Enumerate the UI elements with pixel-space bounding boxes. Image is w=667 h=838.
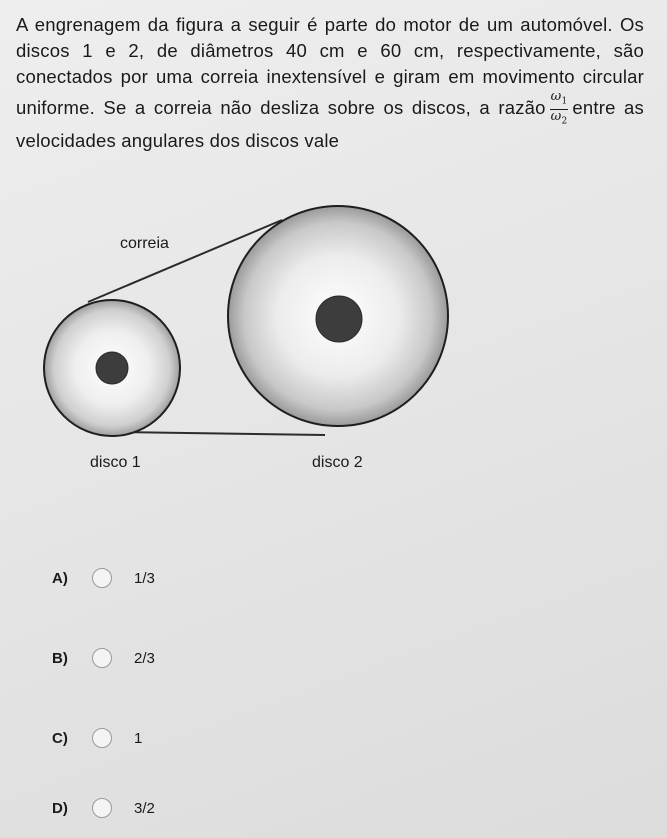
option-b[interactable] <box>52 644 272 672</box>
radio-button-b[interactable] <box>92 648 112 668</box>
question-text-part2: entre as velocidades angulares dos discos vale <box>16 96 644 152</box>
option-value: 1/3 <box>134 569 155 587</box>
option-a[interactable] <box>52 564 272 592</box>
pulley-figure <box>20 190 460 480</box>
radio-button-c[interactable] <box>92 728 112 748</box>
question-text <box>16 12 644 154</box>
radio-button-a[interactable] <box>92 568 112 588</box>
belt-bottom-line <box>115 432 325 435</box>
option-d[interactable] <box>52 794 272 822</box>
omega-ratio-fraction <box>550 90 569 128</box>
disc-2-label: disco 2 <box>312 454 363 471</box>
option-value: 3/2 <box>134 799 155 817</box>
option-letter: D) <box>52 799 68 817</box>
radio-button-d[interactable] <box>92 798 112 818</box>
belt-label: correia <box>120 235 169 252</box>
disc-1-label: disco 1 <box>90 454 141 471</box>
disc-2-hub <box>316 296 362 342</box>
fraction-denominator: $\omega_2$ <box>550 108 568 127</box>
option-value: 1 <box>134 729 143 747</box>
fraction-numerator: $\omega_1$ <box>550 90 569 110</box>
option-value: 2/3 <box>134 649 155 667</box>
option-c[interactable] <box>52 724 272 752</box>
disc-1-hub <box>96 352 128 384</box>
option-letter: C) <box>52 729 68 747</box>
option-letter: B) <box>52 649 68 667</box>
question-text-part1: A engrenagem da figura a seguir é parte do motor de um automóvel. Os discos 1 e 2, de diâmetros 40 cm e 60 cm, respectivamente, são conectados por uma correia inextensível e giram em movimento circular uniforme. Se a correia não desliza sobre os discos, a razão <box>16 14 644 118</box>
pulley-diagram <box>20 190 460 480</box>
option-letter: A) <box>52 569 68 587</box>
